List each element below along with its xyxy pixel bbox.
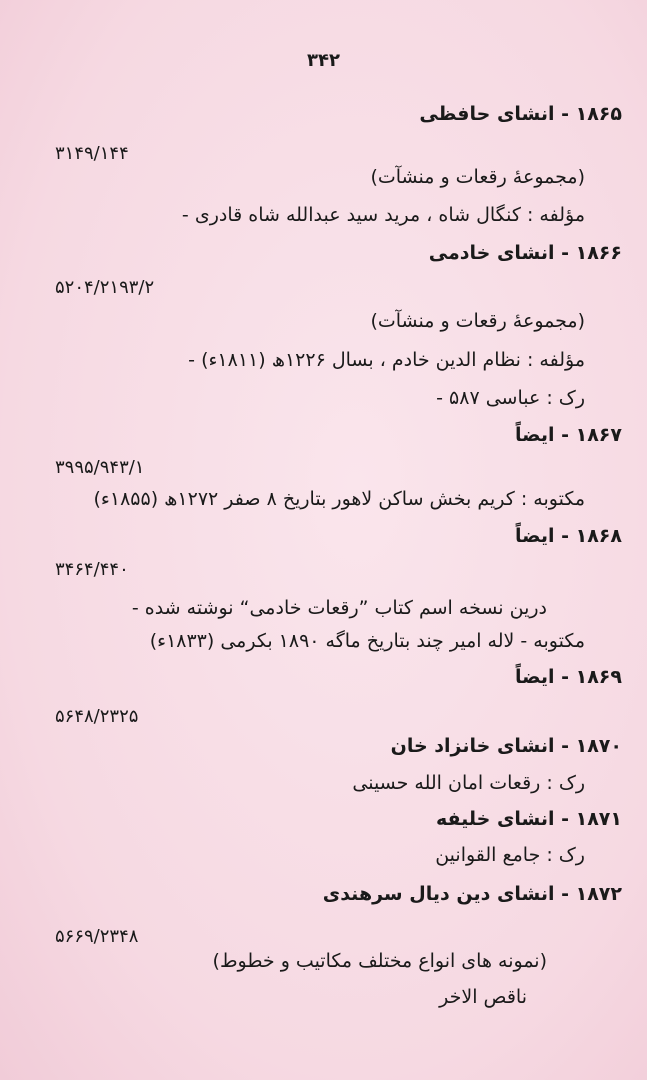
entry-title: - انشای خادمی	[428, 242, 569, 264]
entry-line: (مجموعهٔ رقعات و منشآت)	[370, 166, 585, 188]
entry-number: ۱۸۷۰	[575, 735, 622, 757]
entry-title: - انشای خلیفه	[435, 808, 569, 830]
entry-line: مؤلفه : کنگال شاه ، مرید سید عبدالله شاه قادری -	[181, 204, 585, 226]
shelf-mark: ۵۲۰۴/۲۱۹۳/۲	[55, 277, 155, 298]
shelf-mark: ۳۴۶۴/۴۴۰	[55, 559, 129, 580]
entry-heading	[323, 881, 622, 907]
entry-heading	[429, 240, 622, 266]
entry-line: رک : جامع القوانین	[435, 844, 585, 866]
entry-heading	[436, 806, 622, 832]
entry-title: - انشای دین دیال سرهندی	[322, 883, 569, 905]
entry-title: - ایضاً	[514, 666, 569, 688]
entry-title: - انشای خانزاد خان	[390, 735, 569, 757]
entry-line: (مجموعهٔ رقعات و منشآت)	[370, 310, 585, 332]
entry-heading	[515, 523, 622, 549]
shelf-mark: ۵۶۶۹/۲۳۴۸	[55, 926, 139, 947]
entry-line: مکتوبه - لاله امیر چند بتاریخ ماگه ۱۸۹۰ بکرمی (۱۸۳۳ء)	[149, 630, 585, 652]
entry-heading	[515, 422, 622, 448]
shelf-mark: ۳۱۴۹/۱۴۴	[55, 143, 129, 164]
entry-title: - ایضاً	[514, 424, 569, 446]
shelf-mark: ۵۶۴۸/۲۳۲۵	[55, 706, 139, 727]
shelf-mark: ۳۹۹۵/۹۴۳/۱	[55, 457, 145, 478]
entry-line: رک : رقعات امان الله حسینی	[352, 772, 585, 794]
entry-heading	[419, 101, 622, 127]
entry-line: مؤلفه : نظام الدین خادم ، بسال ۱۲۲۶ھ (۱۸۱۱ء) -	[188, 349, 585, 371]
entry-title: - ایضاً	[514, 525, 569, 547]
entry-heading	[515, 664, 622, 690]
entry-number: ۱۸۶۶	[575, 242, 622, 264]
entry-number: ۱۸۶۵	[575, 103, 622, 125]
entry-line: مکتوبه : کریم بخش ساکن لاهور بتاریخ ۸ صفر ۱۲۷۲ھ (۱۸۵۵ء)	[93, 488, 585, 510]
entry-line: ناقص الاخر	[439, 986, 527, 1008]
entry-line: (نمونه های انواع مختلف مکاتیب و خطوط)	[212, 950, 547, 972]
entry-line: رک : عباسی ۵۸۷ -	[436, 387, 585, 409]
entry-number: ۱۸۷۲	[575, 883, 622, 905]
entry-number: ۱۸۶۹	[575, 666, 622, 688]
entry-number: ۱۸۷۱	[575, 808, 622, 830]
entry-heading	[391, 733, 622, 759]
page-number: ۳۴۲	[307, 50, 340, 71]
entry-number: ۱۸۶۷	[575, 424, 622, 446]
entry-number: ۱۸۶۸	[575, 525, 622, 547]
entry-title: - انشای حافظی	[419, 103, 569, 125]
entry-line: درین نسخه اسم کتاب ”رقعات خادمی“ نوشته شده -	[131, 597, 547, 619]
